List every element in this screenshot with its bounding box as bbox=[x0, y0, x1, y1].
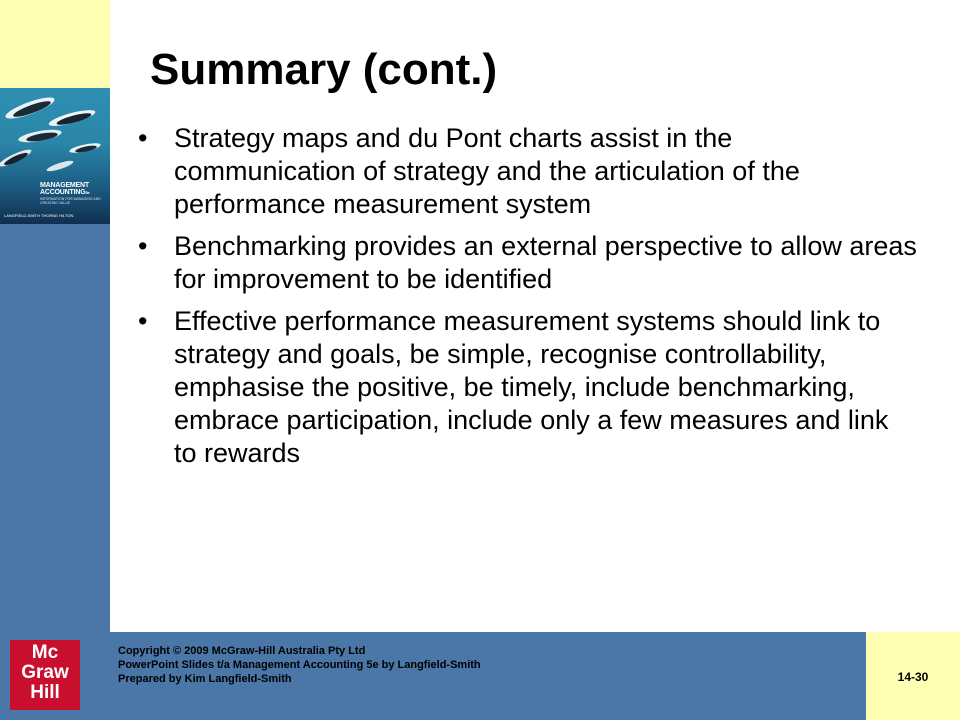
mcgraw-hill-logo bbox=[10, 640, 80, 710]
bullet-icon: • bbox=[138, 231, 148, 261]
cover-title: MANAGEMENT ACCOUNTING5e bbox=[40, 182, 90, 196]
book-cover bbox=[0, 88, 110, 224]
cover-authors: LANGFIELD-SMITH THORNE HILTON bbox=[4, 213, 74, 218]
bullet-item bbox=[138, 122, 918, 221]
bullet-text: Benchmarking provides an external perspective to allow areas for improvement to be identified bbox=[174, 231, 917, 294]
bullet-text: Effective performance measurement systems should link to strategy and goals, be simple, recognise controllability, emphasise the positive, be timely, include benchmarking, embrace participation, include only a few measures and link to rewards bbox=[174, 306, 889, 468]
copyright-text: Copyright © 2009 McGraw-Hill Australia Pty Ltd PowerPoint Slides t/a Management Accounting 5e by Langfield-Smith Prepared by Kim Langfield-Smith bbox=[118, 645, 481, 685]
page-number: 14-30 bbox=[897, 670, 929, 684]
bullet-icon: • bbox=[138, 306, 148, 336]
bullet-icon: • bbox=[138, 123, 148, 153]
slide-title: Summary (cont.) bbox=[150, 45, 498, 94]
logo-line: Graw bbox=[21, 662, 69, 683]
bullet-item bbox=[138, 305, 918, 470]
top-left-yellow-block bbox=[0, 0, 110, 88]
bullet-text: Strategy maps and du Pont charts assist in the communication of strategy and the articulation of the performance measurement system bbox=[174, 123, 800, 219]
page-number-box bbox=[866, 632, 960, 720]
bullet-list bbox=[138, 122, 918, 479]
logo-line: Hill bbox=[30, 682, 60, 703]
cover-subtitle: INFORMATION FOR MANAGING AND CREATING VALUE bbox=[40, 197, 101, 205]
logo-line: Mc bbox=[31, 642, 59, 663]
bullet-item bbox=[138, 230, 918, 296]
